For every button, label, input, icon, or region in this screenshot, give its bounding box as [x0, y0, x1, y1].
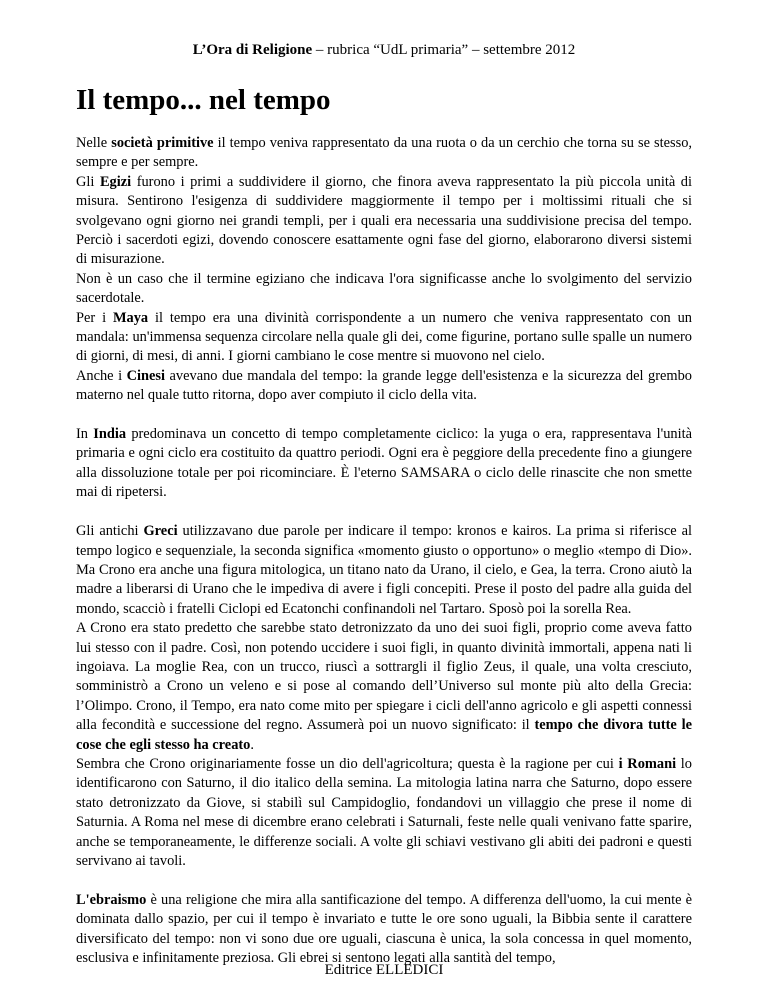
- keyword: India: [93, 426, 127, 443]
- paragraph-ora-egiziana: Non è un caso che il termine egiziano che indicava l'ora significasse anche lo svolgimento del servizio sacerdotale.: [76, 270, 692, 307]
- text: è una religione che mira alla santificazione del tempo. A differenza dell'uomo, la cui mente è dominata dallo spazio, per cui il tempo è invariato e tutte le ore sono uguali, la Bibbia sente il carattere diversificato del tempo: non vi sono due ore uguali, ciascuna è unica, la sola concessa in quel momento, esclusiva e infinitamente preziosa. Gli ebrei si sentono legati alla santità del tempo,: [76, 891, 692, 967]
- text: Nelle: [76, 135, 112, 151]
- keyword: Egizi: [99, 173, 132, 190]
- text: Per i: [76, 309, 113, 326]
- text: avevano due mandala del tempo: la grande legge dell'esistenza e la sicurezza del grembo materno nel quale tutto ritorna, dopo aver compiuto il ciclo della vita.: [76, 367, 692, 404]
- text: Gli: [76, 173, 100, 190]
- page-footer: Editrice ELLEDICI: [324, 962, 444, 978]
- article-title: Il tempo... nel tempo: [76, 84, 331, 116]
- text: lo identificarono con Saturno, il dio italico della semina. La mitologia latina narra che Saturno, dopo essere stato detronizzato da Giove, si stabilì sul Campidoglio, fondandovi un villaggio che prese il nome di Saturnia. A Roma nel mese di dicembre erano celebrati i Saturnali, feste nelle quali venivano fatte sparire, anche se temporaneamente, le differenze sociali. A volte gli schiavi vestivano gli abiti dei padroni e questi servivano ai tavoli.: [76, 755, 692, 869]
- keyword: Greci: [143, 523, 178, 540]
- paragraph-societa-primitive: [76, 134, 692, 173]
- paragraph-ebraismo: [76, 891, 692, 969]
- paragraph-egizi: [76, 173, 692, 270]
- page-header: [0, 41, 768, 59]
- paragraph-cinesi: [76, 367, 692, 406]
- text: Anche i: [76, 367, 127, 384]
- keyword: Maya: [112, 309, 149, 326]
- text: il tempo era una divinità corrispondente a un numero che veniva rappresentato con un mandala: un'immensa sequenza circolare nella quale gli dei, come figurine, portano sulle spalle un numero di giorni, di mesi, di anni. I giorni cambiano le cose mentre si muovono nel cielo.: [76, 309, 692, 365]
- text: A Crono era stato predetto che sarebbe stato detronizzato da uno dei suoi figli, proprio come aveva fatto lui stesso con il padre. Così, non potendo uccidere i suoi figli, in quanto divinità immortali, appena nati li ingoiava. La moglie Rea, con un trucco, riuscì a sottrargli il figlio Zeus, il quale, una volta cresciuto, somministrò a Crono un veleno e si pose al comando dell’Universo sul monte più alto della Grecia: l’Olimpo. Crono, il Tempo, era nato come mito per spiegare i cicli dell'anno agricolo e gli aspetti connessi alla fecondità e successione del regno. Assumerà poi un nuovo significato: il: [76, 620, 692, 734]
- text: In: [76, 426, 94, 443]
- header-rubric-details: – rubrica “UdL primaria” – settembre 2012: [312, 42, 576, 58]
- text: Gli antichi: [76, 523, 144, 540]
- paragraph-india: [76, 425, 692, 503]
- keyword: tempo che divora tutte le cose che egli stesso ha creato: [76, 717, 692, 753]
- text: il tempo veniva rappresentato da una ruota o da un cerchio che torna su se stesso, sempre e per sempre.: [76, 135, 692, 171]
- keyword: L'ebraismo: [76, 891, 147, 908]
- header-rubric-name: L’Ora di Religione: [192, 42, 313, 58]
- paragraph-maya: [76, 309, 692, 367]
- text: predominava un concetto di tempo completamente ciclico: la yuga o era, rappresentava l'unità primaria e ogni ciclo era costituito da quattro periodi. Ogni era è peggiore della precedente fino a giungere alla dissoluzione totale per poi ricominciare. È l'eterno SAMSARA o ciclo delle rinascite che non smette mai di ripetersi.: [76, 426, 692, 501]
- article-body: [76, 134, 692, 968]
- text: Sembra che Crono originariamente fosse un dio dell'agricoltura; questa è la ragione per cui: [76, 755, 619, 772]
- keyword: Cinesi: [126, 367, 165, 384]
- text: utilizzavano due parole per indicare il tempo: kronos e kairos. La prima si riferisce al tempo logico e sequenziale, la seconda significa «momento giusto o opportuno» o meglio «tempo di Dio». Ma Crono era anche una figura mitologica, un titano nato da Urano, il cielo, e Gea, la terra. Crono aiutò la madre a liberarsi di Urano che le impediva di avere i figli concepiti. Prese il posto del padre alla guida del mondo, scacciò i fratelli Ciclopi ed Ecatonchi confinandoli nel Tartaro. Sposò poi la sorella Rea.: [76, 523, 692, 617]
- paragraph-romani: [76, 755, 692, 871]
- keyword: i Romani: [618, 755, 677, 772]
- paragraph-crono: [76, 619, 692, 755]
- text: .: [250, 736, 254, 753]
- paragraph-greci: [76, 522, 692, 619]
- text: furono i primi a suddividere il giorno, che finora aveva rappresentato la più piccola unità di misura. Sentirono l'esigenza di suddividere maggiormente il tempo per i moltissimi rituali che si svolgevano ogni giorno nei grandi templi, per i quali era necessaria una suddivisione precisa del tempo. Perciò i sacerdoti egizi, dovendo conoscere esattamente ogni fase del giorno, elaborarono diversi sistemi di misurazione.: [76, 173, 692, 268]
- keyword: società primitive: [111, 135, 214, 151]
